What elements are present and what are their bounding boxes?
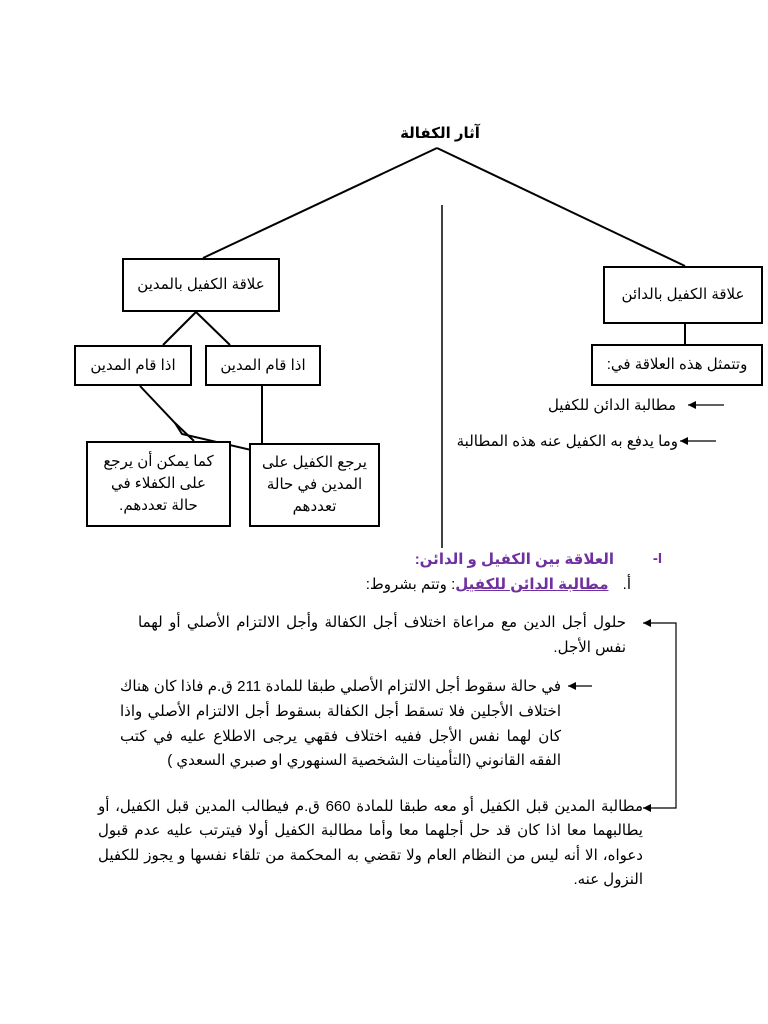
- arrow-item-guarantor-defense: وما يدفع به الكفيل عنه هذه المطالبة: [456, 433, 678, 450]
- box-if-debtor-paid-2-label: اذا قام المدين: [90, 356, 176, 374]
- connector-title-left: [203, 148, 437, 258]
- box-guarantor-creditor-label: علاقة الكفيل بالدائن: [621, 286, 745, 304]
- box-relation-consists: [591, 344, 763, 386]
- condition-1-arrowhead: [643, 619, 651, 627]
- subsection-heading-rest: : وتتم بشروط:: [365, 576, 456, 593]
- subsection-letter: أ.: [622, 576, 631, 593]
- condition-paragraph-3: مطالبة المدين قبل الكفيل أو معه طبقا للمادة 660 ق.م فيطالب المدين قبل الكفيل، أو يطالبهما معا اذا كان قد حل أجلهما معا وأما مطالبة الكفيل أولا فيترتب عليه عدم قبول دعواه، الا أنه ليس من النظام العام ولا تقضي به المحكمة من تلقاء نفسها و يجوز للكفيل النزول عنه.: [98, 798, 643, 888]
- connector-result-1: [140, 386, 194, 441]
- box-guarantor-recourse-debtor-label: يرجع الكفيل على المدين في حالة تعددهم: [262, 454, 367, 515]
- condition-paragraph-1: حلول أجل الدين مع مراعاة اختلاف أجل الكفالة وأجل الالتزام الأصلي أو لهما نفس الأجل.: [138, 614, 626, 656]
- connector-left-sub-1: [163, 312, 196, 345]
- condition-paragraph-2: في حالة سقوط أجل الالتزام الأصلي طبقا للمادة 211 ق.م فاذا كان هناك اختلاف الأجلين فلا تسقط أجل الكفالة بسقوط أجل الالتزام الأصلي واذا كان لهما نفس الأجل ففيه اختلاف فقهي يرجى الاطلاع عليه في كتب الفقه القانوني (التأمينات الشخصية السنهوري او صبري السعدي ): [120, 678, 561, 770]
- subsection-heading-line: [366, 575, 631, 593]
- arrow-item-1-arrowhead: [688, 401, 696, 409]
- subsection-heading: مطالبة الدائن للكفيل: [455, 576, 609, 593]
- connector-left-sub-2: [196, 312, 230, 345]
- box-relation-consists-label: وتتمثل هذه العلاقة في:: [606, 356, 748, 374]
- box-guarantor-creditor: [603, 266, 763, 324]
- conditions-bracket: [643, 623, 676, 808]
- box-if-debtor-paid-1-label: اذا قام المدين: [220, 356, 306, 374]
- box-guarantor-debtor: [122, 258, 280, 312]
- arrow-item-2-arrowhead: [680, 437, 688, 445]
- diagram-title: آثار الكفالة: [400, 125, 480, 142]
- box-if-debtor-paid-1: [205, 345, 321, 386]
- box-guarantor-recourse-co-guarantors: [86, 441, 231, 527]
- box-if-debtor-paid-2: [74, 345, 192, 386]
- connector-title-right: [437, 148, 685, 266]
- section-number: I-: [652, 550, 662, 567]
- arrow-item-creditor-claim: مطالبة الدائن للكفيل: [547, 397, 676, 414]
- box-guarantor-recourse-co-guarantors-label: كما يمكن أن يرجع على الكفلاء في حالة تعددهم.: [103, 453, 214, 514]
- condition-2-arrowhead: [568, 682, 576, 690]
- box-guarantor-recourse-debtor: [249, 443, 380, 527]
- box-guarantor-debtor-label: علاقة الكفيل بالمدين: [137, 276, 265, 294]
- condition-3-arrowhead: [643, 804, 651, 812]
- section-heading: العلاقة بين الكفيل و الدائن:: [414, 551, 614, 568]
